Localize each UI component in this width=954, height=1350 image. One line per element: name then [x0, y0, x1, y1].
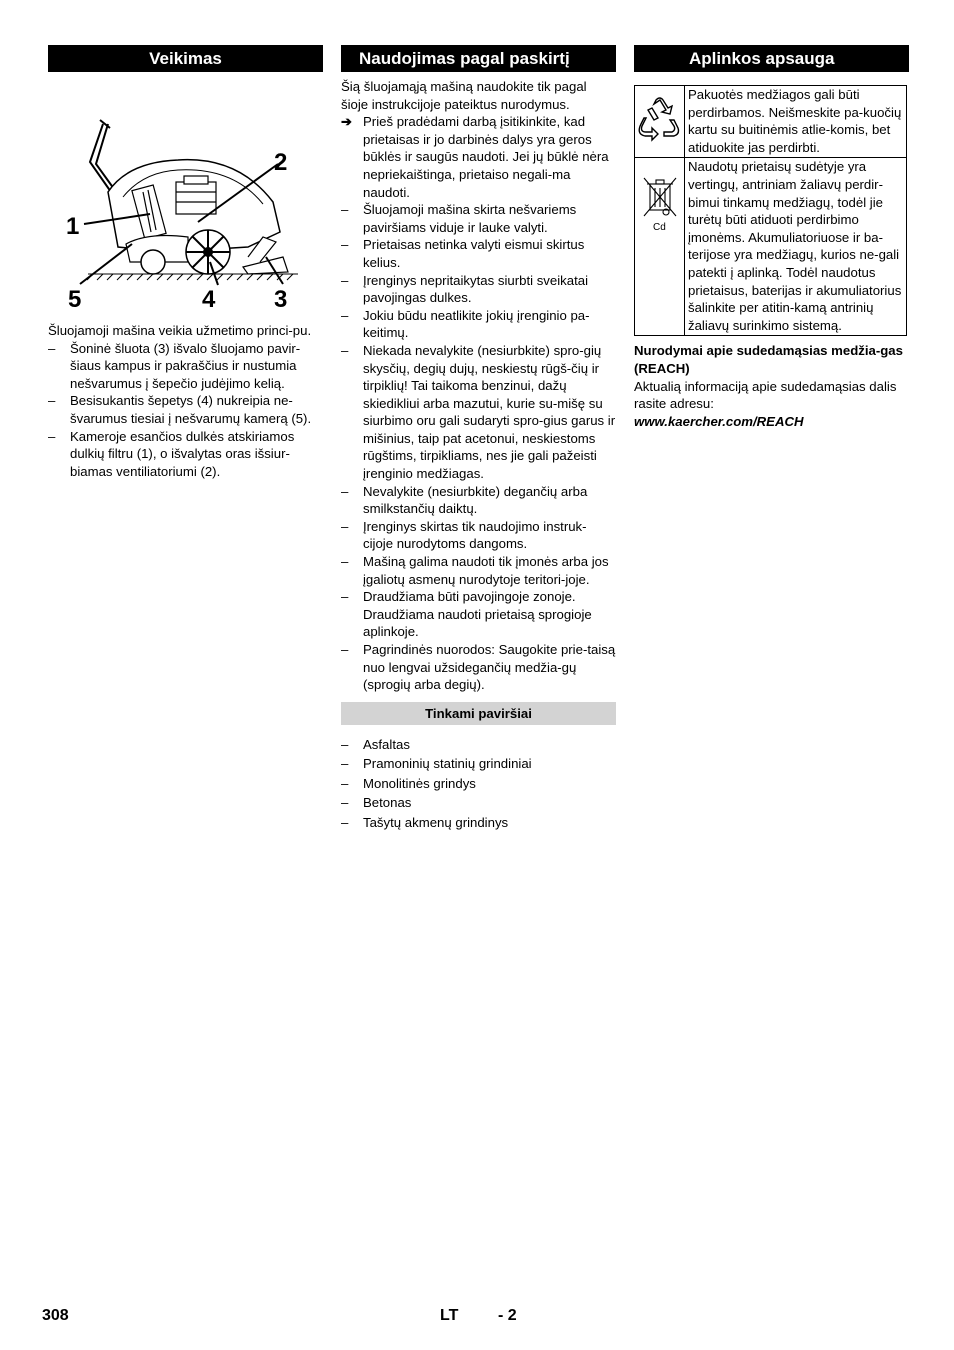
- reach-title: Nurodymai apie sudedamąsias medžia-gas (REACH): [634, 343, 903, 376]
- list-item: – Betonas: [341, 793, 616, 813]
- list-item: – Pagrindinės nuorodos: Saugokite prie-taisą nuo lengvai užsidegančių medžia-gų (sprogių arba degių).: [341, 641, 616, 694]
- function-list: [48, 340, 323, 481]
- list-item: – Asfaltas: [341, 735, 616, 755]
- subheading-surfaces: Tinkami paviršiai: [341, 702, 616, 725]
- list-item: – Prietaisas netinka valyti eismui skirtus kelius.: [341, 236, 616, 271]
- table-row: [635, 86, 907, 158]
- recycle-icon: [638, 96, 682, 142]
- arrow-list-item: [341, 113, 616, 201]
- device-disposal-text: Naudotų prietaisų sudėtyje yra vertingų, antriniam žaliavų perdir-bimui tinkamų medžiagų, todėl jie turėtų būti atiduoti perdirbimo įmonėms. Akumuliatoriuose ir ba-terijose yra medžiagų, kurios ne-gali patekti į aplinką. Todėl naudotus prietaisus, baterijas ir akumuliatorius šalinkite per atitin-kamą antrinių žaliavų surinkimo sistemą.: [685, 158, 907, 336]
- section-marker: - 2: [498, 1307, 517, 1324]
- section-heading-veikimas: Veikimas: [48, 45, 323, 72]
- arrow-item-text: Prieš pradėdami darbą įsitikinkite, kad prietaisas ir jo darbinės dalys yra geros būklės ir saugūs naudoti. Jei jų būklė nėra nepriekaištinga, prietaiso negali-ma naudoti.: [363, 114, 609, 200]
- page-number: 308: [42, 1307, 69, 1324]
- intro-text: Šią šluojamąją mašiną naudokite tik pagal šioje instrukcijoje pateiktus nurodymus.: [341, 79, 587, 112]
- callout-3: 3: [274, 286, 288, 313]
- environment-table: [634, 85, 907, 336]
- sweeper-diagram: [48, 72, 323, 322]
- surfaces-list: [341, 735, 616, 833]
- list-item: – Nevalykite (nesiurbkite) degančių arba smilkstančių daiktų.: [341, 483, 616, 518]
- list-item: – Draudžiama būti pavojingoje zonoje. Draudžiama naudoti prietaisą sprogioje aplinkoje.: [341, 588, 616, 641]
- list-item: – Monolitinės grindys: [341, 774, 616, 794]
- rear-wheel: [141, 250, 165, 274]
- list-item: – Kameroje esančios dulkės atskiriamos dulkių filtru (1), o išvalytas oras išsiur-biamas ventiliatoriumi (2).: [48, 428, 323, 481]
- list-item: – Tašytų akmenų grindinys: [341, 813, 616, 833]
- reach-link[interactable]: www.kaercher.com/REACH: [634, 413, 804, 429]
- cd-label: Cd: [652, 222, 666, 234]
- table-row: [635, 158, 907, 336]
- list-item: – Besisukantis šepetys (4) nukreipia ne-švarumus tiesiai į nešvarumų kamerą (5).: [48, 392, 323, 427]
- side-broom: [243, 257, 288, 274]
- crossed-bin-icon: [638, 172, 682, 236]
- intro-text: Šluojamoji mašina veikia užmetimo princi-pu.: [48, 323, 312, 338]
- callout-2: 2: [274, 149, 288, 176]
- list-item: – Jokiu būdu neatlikite jokių įrenginio pa-keitimų.: [341, 307, 616, 342]
- packaging-text: Pakuotės medžiagos gali būti perdirbamos. Neišmeskite pa-kuočių kartu su buitinėmis atlie-komis, bet atiduokite jas perdirbti.: [685, 86, 907, 158]
- list-item: – Šoninė šluota (3) išvalo šluojamo pavir-šiaus kampus ir pakraščius ir nustumia nešvarumus į šepečio judėjimo kelią.: [48, 340, 323, 393]
- list-item: – Įrenginys nepritaikytas siurbti sveikatai pavojingas dulkes.: [341, 272, 616, 307]
- ground-hatching: [87, 274, 298, 280]
- callout-4: 4: [202, 286, 216, 313]
- section-heading-aplinkos: Aplinkos apsauga: [634, 45, 909, 72]
- callout-1: 1: [66, 213, 80, 240]
- list-item: – Mašiną galima naudoti tik įmonės arba jos įgaliotų asmenų nurodytoje teritori-joje.: [341, 553, 616, 588]
- language-code: LT: [440, 1307, 459, 1324]
- usage-list: [341, 201, 616, 694]
- list-item: – Šluojamoji mašina skirta nešvariems paviršiams viduje ir lauke valyti.: [341, 201, 616, 236]
- column-aplinkos-apsauga: [634, 45, 909, 430]
- list-item: – Pramoninių statinių grindiniai: [341, 754, 616, 774]
- motor: [176, 176, 216, 214]
- callout-5: 5: [68, 286, 82, 313]
- arrow-right-icon: ➔: [341, 114, 353, 130]
- column-naudojimas: [341, 45, 616, 832]
- section-heading-naudojimas: Naudojimas pagal paskirtį: [341, 45, 616, 72]
- reach-text: Aktualią informaciją apie sudedamąsias dalis rasite adresu:: [634, 378, 897, 412]
- list-item: – Įrenginys skirtas tik naudojimo instruk-cijoje nurodytoms dangoms.: [341, 518, 616, 553]
- list-item: – Niekada nevalykite (nesiurbkite) spro-gių skysčių, degių dujų, neskiestų rūgš-čių ir tirpiklių! Tai taikoma benzinui, dažų skiedikliui arba mazutui, kurie su-mišę su siurbimo oru gali sudaryti spro-gius garus ir mišinius, taip pat acetonui, neskiestoms rūgštims, tirpikliams, nes jie gali pažeisti įrenginio medžiagas.: [341, 342, 616, 483]
- column-veikimas: [48, 45, 323, 480]
